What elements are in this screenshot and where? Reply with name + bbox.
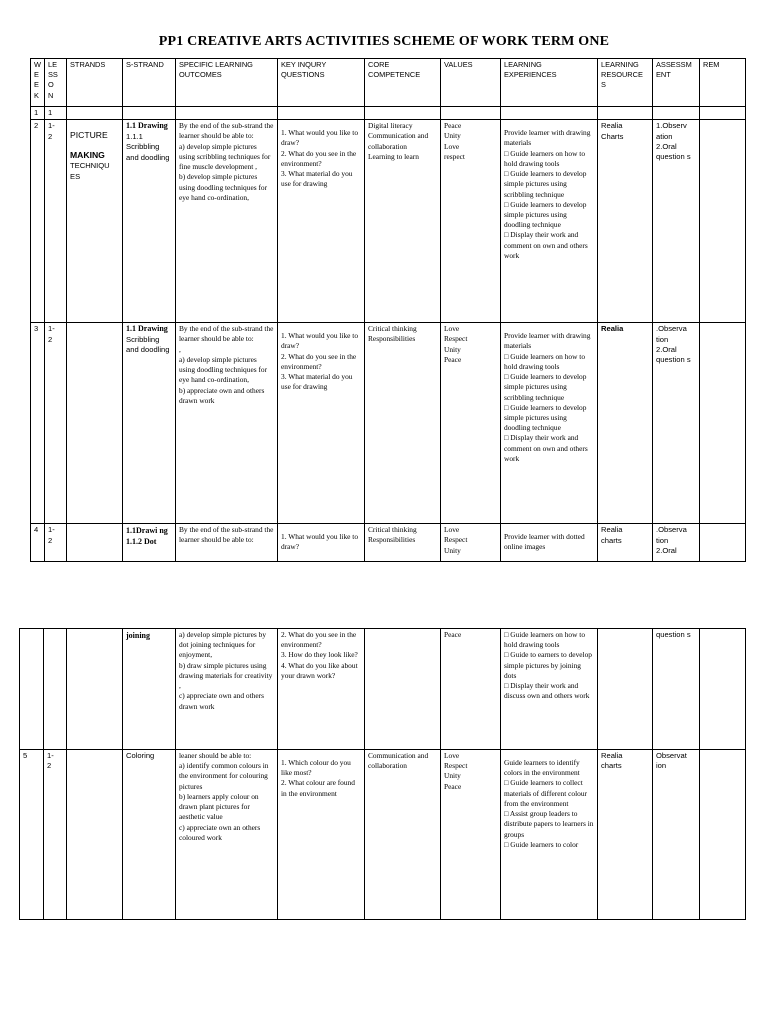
sstrand-cell: joining (123, 629, 176, 750)
outcomes-cell: a) develop simple pictures by dot joining techniques for enjoyment, b) draw simple pictures using drawing materials for creativity , c) appreciate own and others drawn work (176, 629, 278, 750)
resources-cell: Realia Charts (598, 120, 653, 323)
questions-cell: 1. What would you like to draw? 2. What do you see in the environment? 3. What material do you use for drawing (278, 323, 365, 524)
rem-cell (700, 120, 746, 323)
questions-cell: 2. What do you see in the environment? 3. How do they look like? 4. What do you like about your drawn work? (278, 629, 365, 750)
table-row-week-1 (31, 107, 746, 120)
lesson-cell: 1- 2 (45, 323, 67, 524)
lesson-cell: 1 (45, 107, 67, 120)
resources-cell: Realia charts (598, 524, 653, 562)
week-cell: 3 (31, 323, 45, 524)
values-cell: Love Respect Unity Peace (441, 323, 501, 524)
lesson-cell: 1- 2 (45, 524, 67, 562)
strand-cell (67, 120, 123, 323)
sstrand-title: 1.1 Drawing (126, 324, 168, 334)
header-sstrand: S-STRAND (123, 59, 176, 107)
week-cell: 1 (31, 107, 45, 120)
resources-cell: Realia charts (598, 750, 653, 920)
competence-cell: Critical thinking Responsibilities (365, 323, 441, 524)
header-resources: LEARNING RESOURCE S (598, 59, 653, 107)
assessment-cell: 1.Observ ation 2.Oral question s (653, 120, 700, 323)
sstrand-title: 1.1 Drawing (126, 121, 168, 131)
sstrand-sub: 1.1.1 Scribbling and doodling (126, 132, 170, 162)
lesson-cell (44, 629, 67, 750)
strand-line-3: TECHNIQU ES (70, 161, 110, 181)
competence-cell: Digital literacy Communication and collaboration Learning to learn (365, 120, 441, 323)
experiences-cell: Guide learners to identify colors in the environment □ Guide learners to collect materials of different colour from the environment □ Assist group leaders to distribute papers to learners in groups □ Guide learners to color (501, 750, 598, 920)
assessment-cell: .Observa tion 2.Oral (653, 524, 700, 562)
rem-cell (700, 750, 746, 920)
header-rem: REM (700, 59, 746, 107)
experiences-cell: Provide learner with dotted online images (501, 524, 598, 562)
values-cell: Love Respect Unity Peace (441, 750, 501, 920)
week-cell: 5 (20, 750, 44, 920)
header-assessment: ASSESSM ENT (653, 59, 700, 107)
table-row-week-3 (31, 323, 746, 524)
header-week: W E E K (31, 59, 45, 107)
strand-cell (67, 629, 123, 750)
lesson-cell: 1- 2 (45, 120, 67, 323)
experiences-cell: □ Guide learners on how to hold drawing tools □ Guide to earners to develop simple pictures by joining dots □ Display their work and discuss own and others work (501, 629, 598, 750)
competence-cell: Critical thinking Responsibilities (365, 524, 441, 562)
header-strands: STRANDS (67, 59, 123, 107)
table-row-week-4-continued (20, 629, 746, 750)
experiences-cell: Provide learner with drawing materials □ Guide learners on how to hold drawing tools □ Guide learners to develop simple pictures using scribbling technique □ Guide learners to develop simple pictures using doodling technique □ Display their work and comment on own and others work (501, 120, 598, 323)
strand-cell (67, 750, 123, 920)
values-cell: Love Respect Unity (441, 524, 501, 562)
page-title: PP1 CREATIVE ARTS ACTIVITIES SCHEME OF WORK TERM ONE (158, 34, 610, 49)
resources-cell (598, 629, 653, 750)
assessment-cell: question s (653, 629, 700, 750)
scheme-table-page-1 (30, 58, 746, 562)
experiences-cell: Provide learner with drawing materials □ Guide learners on how to hold drawing tools □ Guide learners to develop simple pictures using scribbling technique □ Guide learners to develop simple pictures using doodling technique □ Display their work and comment on own and others work (501, 323, 598, 524)
rem-cell (700, 524, 746, 562)
week-cell: 2 (31, 120, 45, 323)
scheme-table-page-2 (19, 628, 746, 920)
header-experiences: LEARNING EXPERIENCES (501, 59, 598, 107)
header-row (31, 59, 746, 107)
rem-cell (700, 323, 746, 524)
outcomes-cell: leaner should be able to: a) identify common colours in the environment for colouring pictures b) learners apply colour on drawn plant pictures for aesthetic value c) appreciate own an others coloured work (176, 750, 278, 920)
sstrand-cell (123, 120, 176, 323)
table-row-week-2 (31, 120, 746, 323)
questions-cell: 1. What would you like to draw? 2. What do you see in the environment? 3. What material do you use for drawing (278, 120, 365, 323)
strand-line-1: PICTURE (70, 130, 108, 141)
sstrand-cell (123, 323, 176, 524)
table-row-week-5 (20, 750, 746, 920)
header-outcomes: SPECIFIC LEARNING OUTCOMES (176, 59, 278, 107)
outcomes-cell: By the end of the sub-strand the learner should be able to: , a) develop simple pictures using doodling techniques for eye hand co-ordination, b) appreciate own and others drawn work (176, 323, 278, 524)
week-cell (20, 629, 44, 750)
sstrand-cell: Coloring (123, 750, 176, 920)
assessment-cell: Observat ion (653, 750, 700, 920)
outcomes-cell: By the end of the sub-strand the learner should be able to: (176, 524, 278, 562)
strand-cell (67, 524, 123, 562)
outcomes-cell: By the end of the sub-strand the learner should be able to: a) develop simple pictures using scribbling techniques for fine muscle development , b) develop simple pictures using doodling techniques for eye hand co-ordination, (176, 120, 278, 323)
strand-line-2: MAKING (70, 149, 105, 160)
values-cell: Peace (441, 629, 501, 750)
questions-cell: 1. What would you like to draw? (278, 524, 365, 562)
competence-cell: Communication and collaboration (365, 750, 441, 920)
week-cell: 4 (31, 524, 45, 562)
header-competence: CORE COMPETENCE (365, 59, 441, 107)
sstrand-sub: Scribbling and doodling (126, 335, 170, 355)
table-row-week-4 (31, 524, 746, 562)
assessment-cell: .Observa tion 2.Oral question s (653, 323, 700, 524)
header-lesson: LE SS O N (45, 59, 67, 107)
resources-cell: Realia (598, 323, 653, 524)
competence-cell (365, 629, 441, 750)
header-questions: KEY INQURY QUESTIONS (278, 59, 365, 107)
sstrand-cell: 1.1Drawi ng 1.1.2 Dot (123, 524, 176, 562)
strand-cell (67, 323, 123, 524)
values-cell: Peace Unity Love respect (441, 120, 501, 323)
header-values: VALUES (441, 59, 501, 107)
questions-cell: 1. Which colour do you like most? 2. What colour are found in the environment (278, 750, 365, 920)
rem-cell (700, 629, 746, 750)
lesson-cell: 1- 2 (44, 750, 67, 920)
